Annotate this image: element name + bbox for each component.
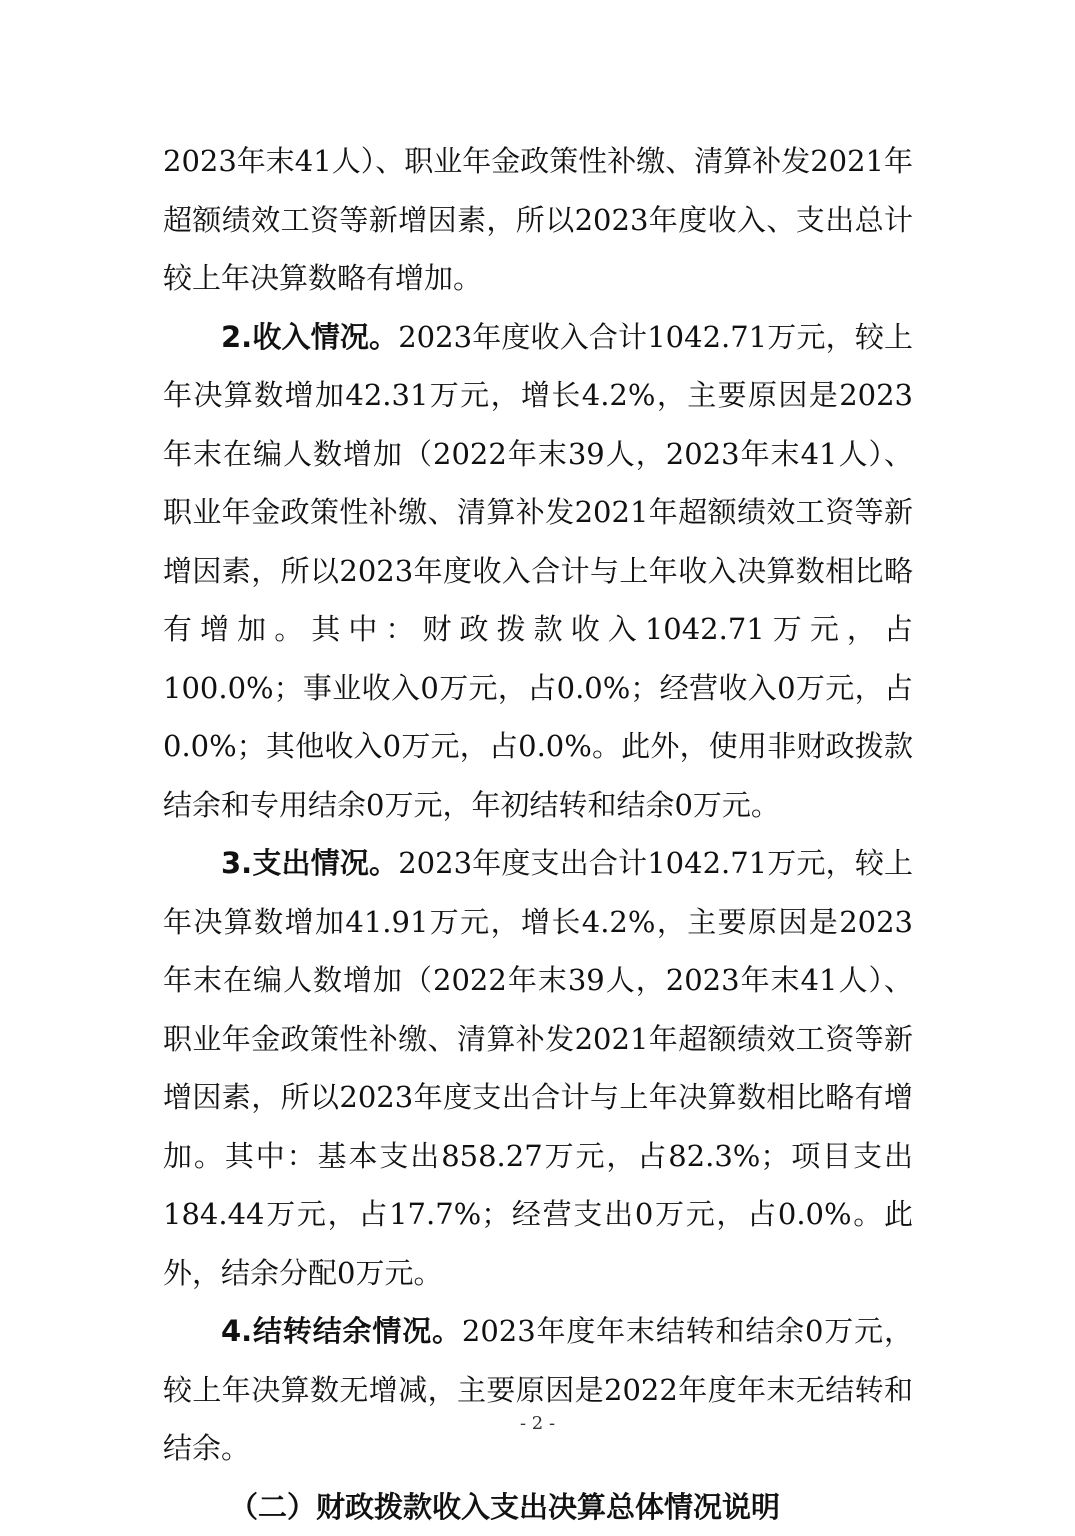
paragraph-lead-carryover: 4.结转结余情况。 — [221, 1314, 462, 1348]
paragraph-expenditure — [163, 834, 913, 1302]
paragraph-income — [163, 308, 913, 835]
paragraph-text: 2023年度年末结转和结余0万元，较上年决算数无增减，主要原因是2022年度年末无结转和结余。 — [163, 1314, 913, 1465]
paragraph-continuation — [163, 132, 913, 308]
paragraph-lead-income: 2.收入情况。 — [221, 320, 398, 354]
paragraph-carryover — [163, 1302, 913, 1478]
paragraph-lead-expenditure: 3.支出情况。 — [221, 846, 398, 880]
paragraph-text: 2023年末41人）、职业年金政策性补缴、清算补发2021年超额绩效工资等新增因素，所以2023年度收入、支出总计较上年决算数略有增加。 — [163, 144, 913, 295]
page-number: - 2 - — [0, 1413, 1075, 1434]
paragraph-text: 2023年度支出合计1042.71万元，较上年决算数增加41.91万元，增长4.2%，主要原因是2023年末在编人数增加（2022年末39人，2023年末41人）、职业年金政策性补缴、清算补发2021年超额绩效工资等新增因素，所以2023年度支出合计与上年决算数相比略有增加。其中：基本支出858.27万元，占82.3%；项目支出184.44万元，占17.7%；经营支出0万元，占0.0%。此外，结余分配0万元。 — [163, 846, 913, 1290]
document-body — [163, 132, 913, 1536]
section-heading: （二）财政拨款收入支出决算总体情况说明 — [163, 1478, 913, 1536]
paragraph-text: 2023年度收入合计1042.71万元，较上年决算数增加42.31万元，增长4.2%，主要原因是2023年末在编人数增加（2022年末39人，2023年末41人）、职业年金政策性补缴、清算补发2021年超额绩效工资等新增因素，所以2023年度收入合计与上年收入决算数相比略有增加。其中：财政拨款收入1042.71万元，占100.0%；事业收入0万元，占0.0%；经营收入0万元，占0.0%；其他收入0万元，占0.0%。此外，使用非财政拨款结余和专用结余0万元，年初结转和结余0万元。 — [163, 320, 913, 822]
